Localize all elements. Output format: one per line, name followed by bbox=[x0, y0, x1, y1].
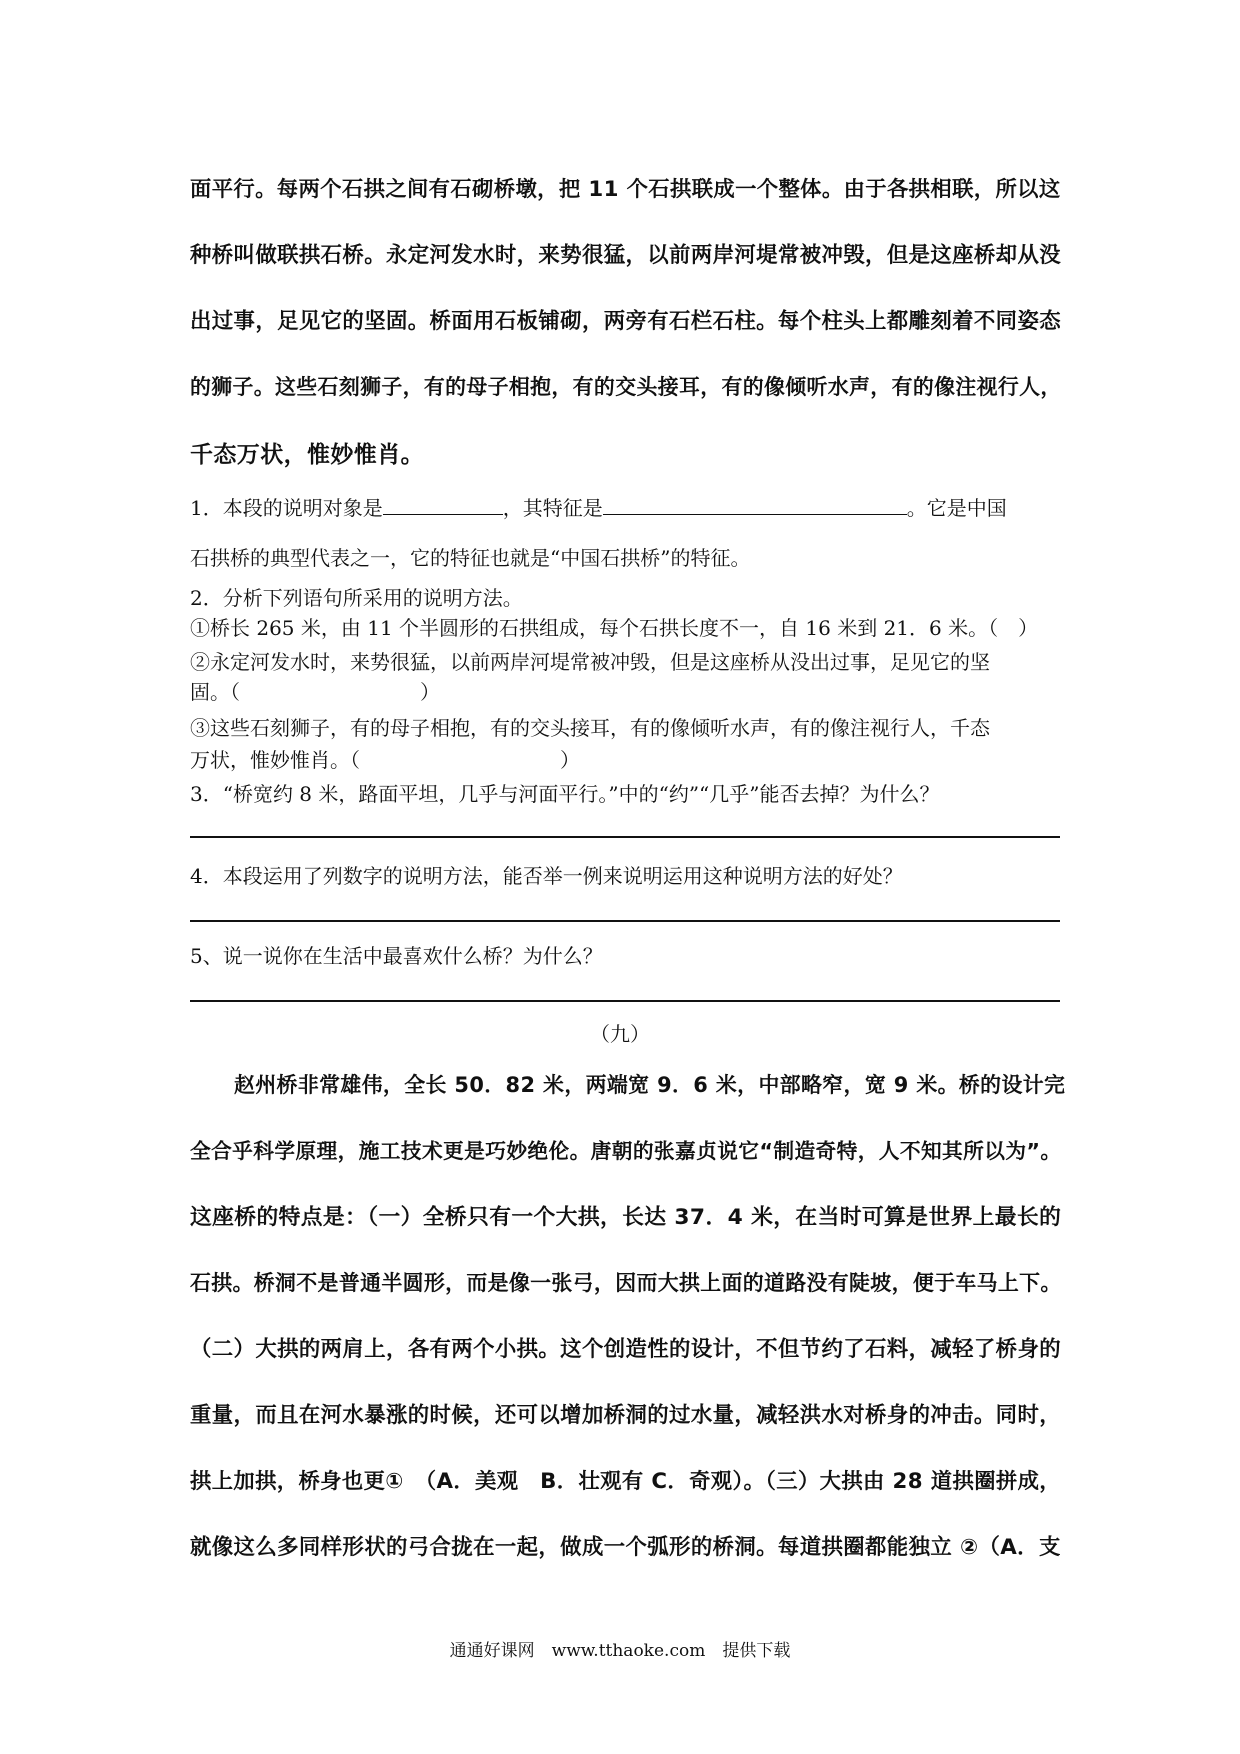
answer-blank[interactable] bbox=[383, 494, 503, 515]
question-2-item-2: ②永定河发水时，来势很猛，以前两岸河堤常被冲毁，但是这座桥从没出过事，足见它的坚 bbox=[190, 650, 990, 674]
section-heading: （九） bbox=[590, 1022, 650, 1046]
question-1-text-b: ，其特征是 bbox=[502, 496, 603, 520]
passage-line: 这座桥的特点是：（一）全桥只有一个大拱，长达 37．4 米，在当时可算是世界上最长的 bbox=[190, 1205, 1062, 1230]
question-1 bbox=[190, 492, 1007, 521]
passage-line: 赵州桥非常雄伟，全长 50．82 米，两端宽 9．6 米，中部略窄，宽 9 米。桥的设计完 bbox=[234, 1073, 1066, 1097]
page-footer: 通通好课网 www.tthaoke.com 提供下载 bbox=[449, 1641, 791, 1661]
question-2-item-1: ①桥长 265 米，由 11 个半圆形的石拱组成，每个石拱长度不一，自 16 米到 21．6 米。（ ） bbox=[190, 616, 1039, 640]
passage-line: 面平行。每两个石拱之间有石砌桥墩，把 11 个石拱联成一个整体。由于各拱相联，所以这 bbox=[190, 177, 1061, 202]
passage-line: （二）大拱的两肩上，各有两个小拱。这个创造性的设计，不但节约了石料，减轻了桥身的 bbox=[190, 1337, 1061, 1362]
passage-line: 出过事，足见它的坚固。桥面用石板铺砌，两旁有石栏石柱。每个柱头上都雕刻着不同姿态 bbox=[190, 309, 1061, 334]
passage-line: 的狮子。这些石刻狮子，有的母子相抱，有的交头接耳，有的像倾听水声，有的像注视行人， bbox=[190, 375, 1062, 399]
question-2-stem: 2．分析下列语句所采用的说明方法。 bbox=[190, 586, 523, 610]
answer-line[interactable] bbox=[190, 1000, 1060, 1002]
question-2-item-2-cont: 固。（ ） bbox=[190, 680, 440, 704]
passage-line: 就像这么多同样形状的弓合拢在一起，做成一个弧形的桥洞。每道拱圈都能独立 ②（A．支 bbox=[190, 1535, 1061, 1560]
question-1-text-c: 。它是中国 bbox=[906, 496, 1007, 520]
question-4: 4．本段运用了列数字的说明方法，能否举一例来说明运用这种说明方法的好处？ bbox=[190, 864, 903, 888]
passage-line: 拱上加拱，桥身也更① （A．美观 B．壮观有 C．奇观）。（三）大拱由 28 道拱圈拼成， bbox=[190, 1469, 1061, 1494]
question-3: 3．“桥宽约 8 米，路面平坦，几乎与河面平行。”中的“约”“几乎”能否去掉？为什么？ bbox=[190, 782, 940, 806]
question-2-item-3: ③这些石刻狮子，有的母子相抱，有的交头接耳，有的像倾听水声，有的像注视行人，千态 bbox=[190, 716, 990, 740]
passage-line: 重量，而且在河水暴涨的时候，还可以增加桥洞的过水量，减轻洪水对桥身的冲击。同时， bbox=[190, 1403, 1061, 1428]
passage-line: 千态万状，惟妙惟肖。 bbox=[190, 442, 424, 468]
question-1-line2: 石拱桥的典型代表之一，它的特征也就是“中国石拱桥”的特征。 bbox=[190, 546, 751, 570]
passage-line: 石拱。桥洞不是普通半圆形，而是像一张弓，因而大拱上面的道路没有陡坡，便于车马上下。 bbox=[190, 1271, 1062, 1295]
answer-line[interactable] bbox=[190, 836, 1060, 838]
passage-line: 全合乎科学原理，施工技术更是巧妙绝伦。唐朝的张嘉贞说它“制造奇特，人不知其所以为”。 bbox=[190, 1139, 1062, 1163]
question-5: 5、说一说你在生活中最喜欢什么桥？为什么？ bbox=[190, 944, 603, 968]
question-1-text-a: 1．本段的说明对象是 bbox=[190, 496, 383, 520]
answer-line[interactable] bbox=[190, 920, 1060, 922]
answer-blank[interactable] bbox=[603, 494, 907, 515]
question-2-item-3-cont: 万状，惟妙惟肖。（ ） bbox=[190, 748, 580, 772]
passage-line: 种桥叫做联拱石桥。永定河发水时，来势很猛，以前两岸河堤常被冲毁，但是这座桥却从没 bbox=[190, 243, 1061, 268]
